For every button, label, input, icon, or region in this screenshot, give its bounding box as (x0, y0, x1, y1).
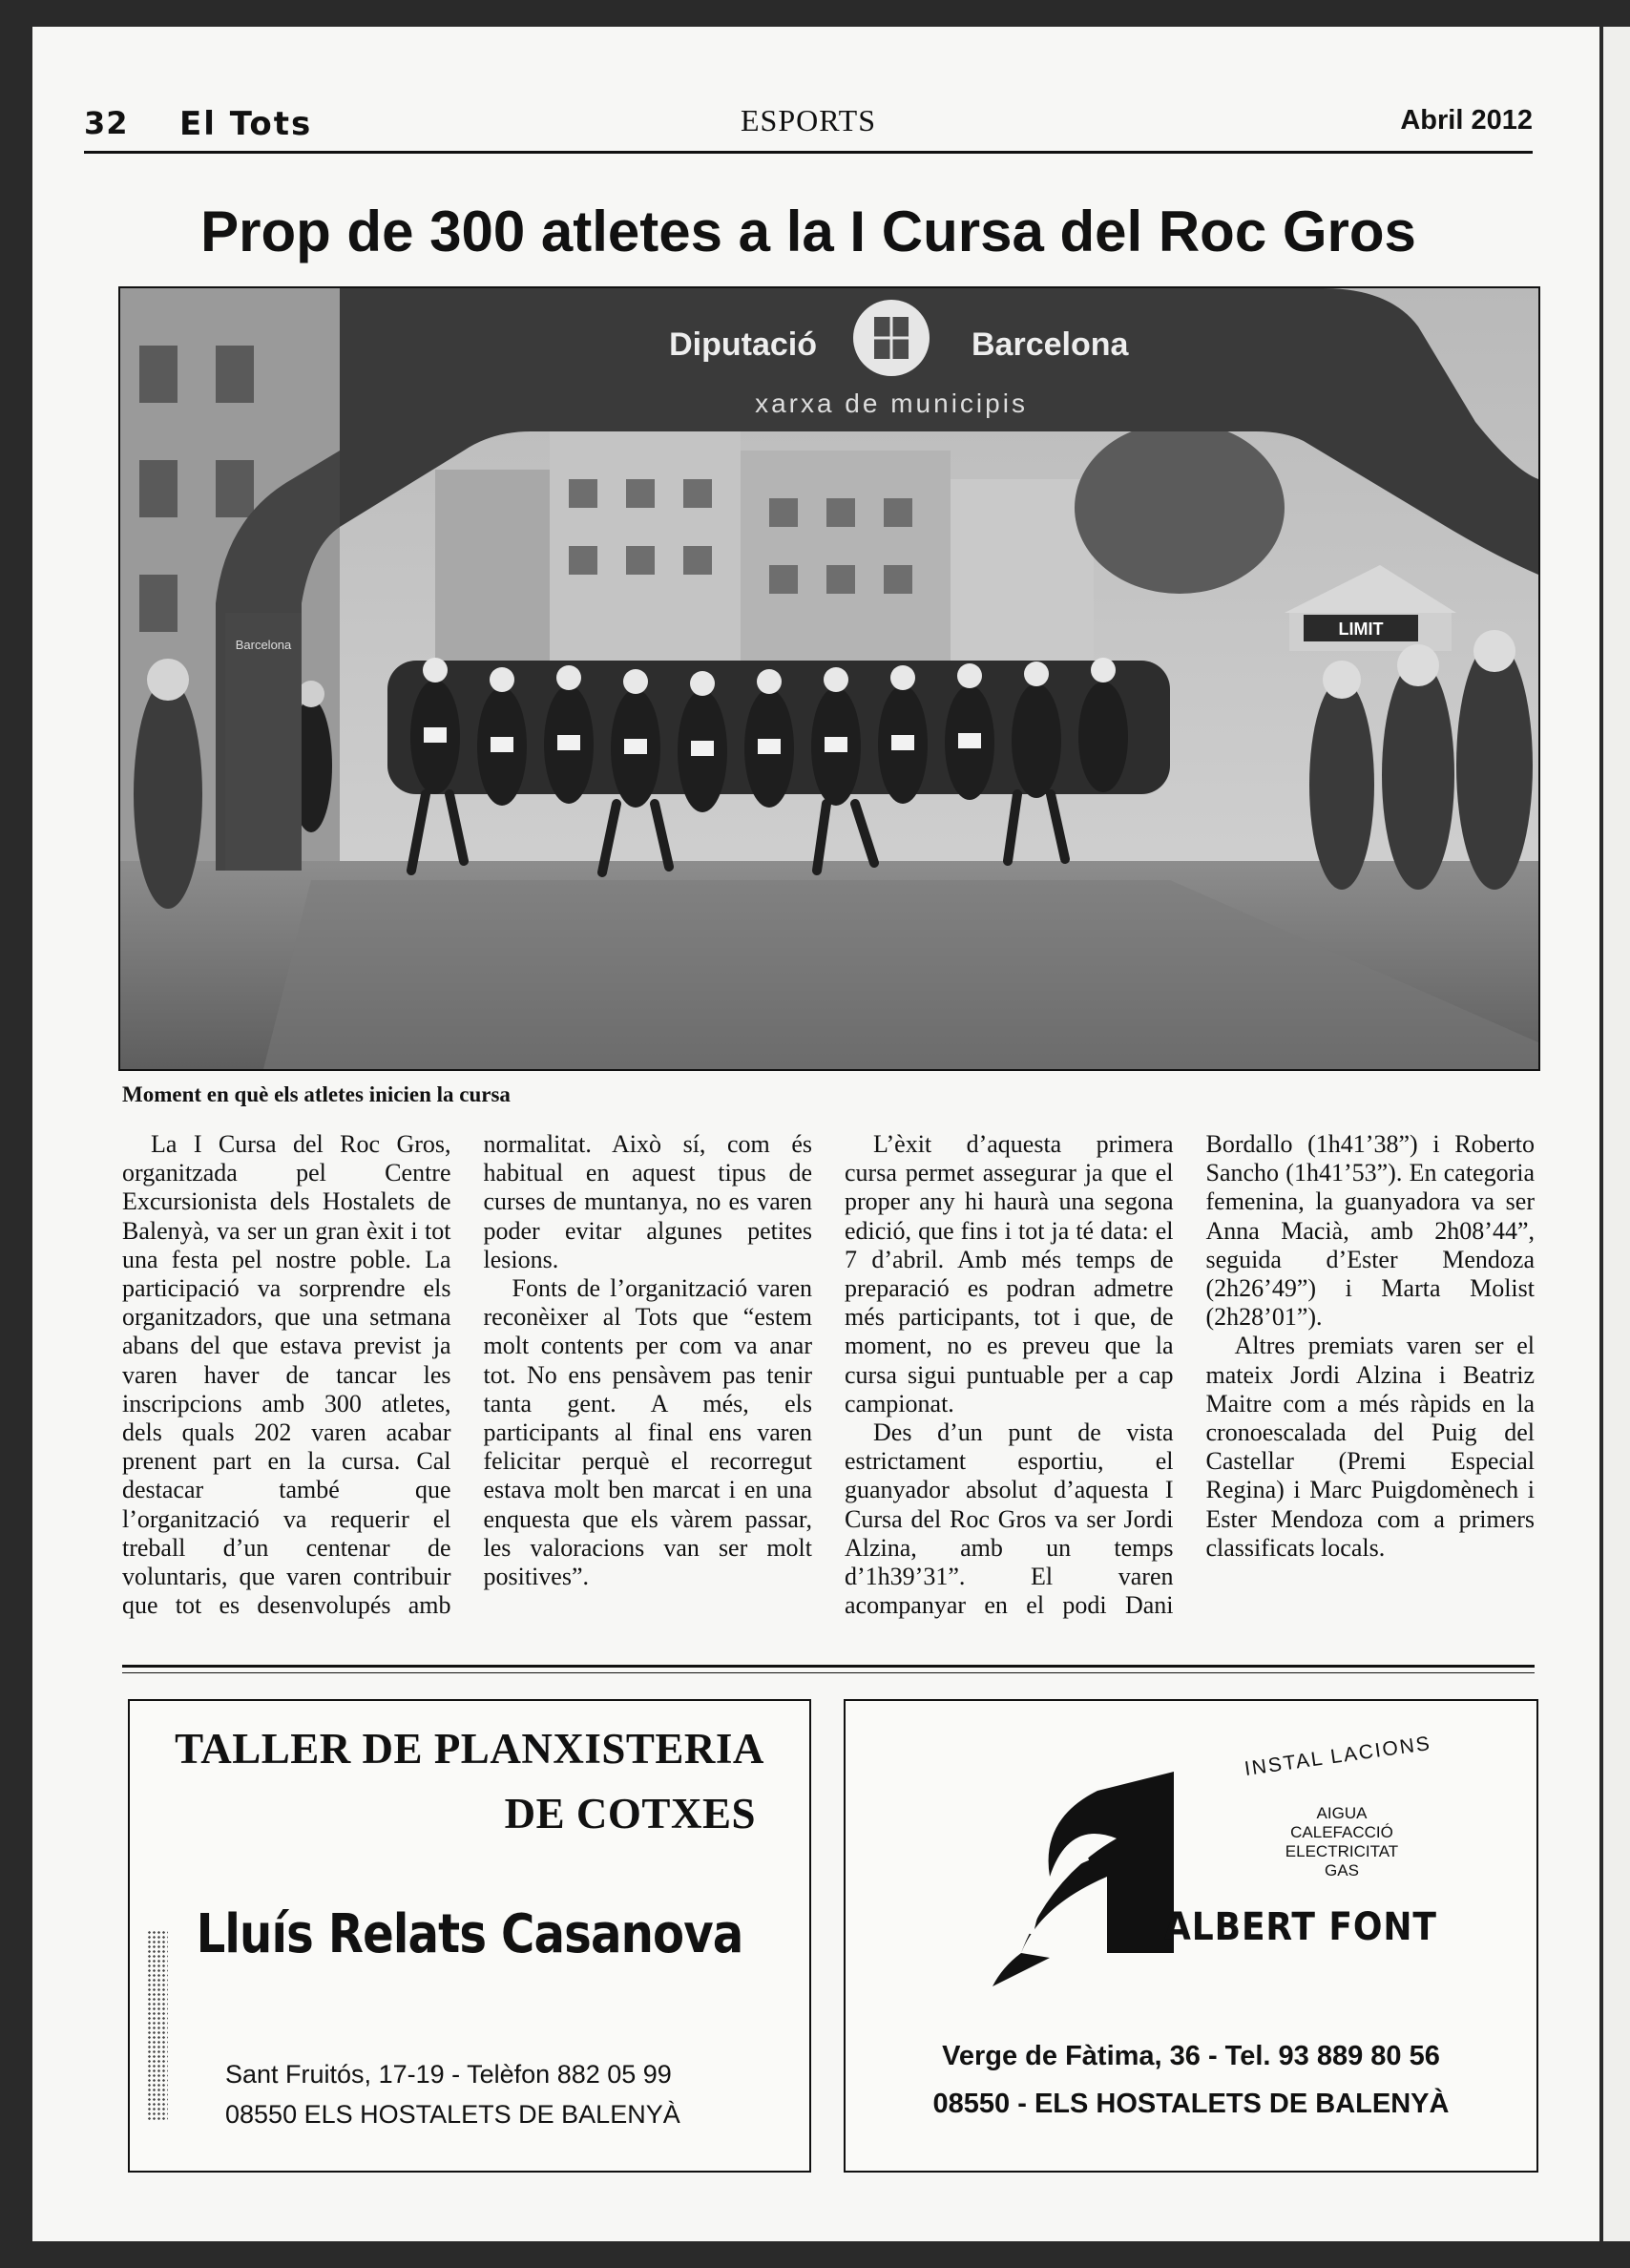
tent-sign: LIMIT (1338, 620, 1384, 639)
section-divider (122, 1665, 1535, 1668)
race-start-photo (118, 286, 1540, 1071)
dot-pattern-decoration (147, 1930, 168, 2121)
publication-name: El Tots (179, 105, 313, 143)
arch-text-right: Barcelona (972, 326, 1129, 363)
article-paragraph-3: L’èxit d’aquesta primera cursa permet assegurar ja que el proper any hi haurà una segona edició, que fins i tot ja té data: el 7 d’abril. Amb més temps de preparació es podran admetre més participants, tot i que, de moment, no es preveu que la cursa sigui puntuable per a cap campionat. (845, 1130, 1174, 1418)
ad-instal-lacions (844, 1699, 1538, 2173)
service-item: CALEFACCIÓ (1290, 1823, 1393, 1841)
albert-font-logo-icon (983, 1762, 1193, 1991)
service-item: GAS (1325, 1861, 1359, 1880)
article-headline: Prop de 300 atletes a la I Cursa del Roc Gros (200, 200, 1416, 263)
article-body (122, 1130, 1535, 1627)
ad-brand-name: ALBERT FONT (1164, 1905, 1437, 1949)
ad-title: TALLER DE PLANXISTERIA (175, 1725, 764, 1773)
arch-text-left: Diputació (669, 326, 817, 363)
page-header (84, 95, 1533, 154)
ad-city: 08550 ELS HOSTALETS DE BALENYÀ (225, 2100, 680, 2129)
service-item: ELECTRICITAT (1285, 1842, 1399, 1860)
ad-business-name: Lluís Relats Casanova (196, 1903, 743, 1965)
ad-address: Sant Fruitós, 17-19 - Telèfon 882 05 99 (225, 2060, 672, 2089)
photo-caption: Moment en què els atletes inicien la cursa (122, 1082, 511, 1106)
issue-date: Abril 2012 (1400, 105, 1533, 136)
services-list (1265, 1804, 1418, 1880)
section-name: ESPORTS (740, 103, 876, 137)
ad-city: 08550 - ELS HOSTALETS DE BALENYÀ (932, 2089, 1450, 2119)
article-paragraph-5: Altres premiats varen ser el mateix Jordi Alzina i Beatriz Maitre com a més ràpids en la cronoescalada del Puig del Castellar (Premi Especial Regina) i Marc Puigdomènech i Ester Mendoza com a primers classificats locals. (1205, 1332, 1535, 1562)
ad-address: Verge de Fàtima, 36 - Tel. 93 889 80 56 (942, 2041, 1440, 2071)
service-item: AIGUA (1316, 1804, 1368, 1822)
article-paragraph-4: Des d’un punt de vista estrictament esportiu, el guanyador absolut d’aquesta I Cursa del Roc Gros va ser Jordi Alzina, amb un temps d’1h39’31”. El varen acompanyar en el podi Dani Bordallo (1h41’38”) i Roberto Sancho (1h41’53”). En categoria femenina, la guanyadora va ser Anna Macià, amb 2h08’44”, seguida d’Ester Mendoza (2h26’49”) i Marta Molist (2h28’01”). (845, 1130, 1535, 1620)
next-page-edge (1603, 27, 1630, 2241)
article-paragraph-1: La I Cursa del Roc Gros, organitzada pel Centre Excursionista dels Hostalets de Balenyà, va ser un gran èxit i tot una festa pel nostre poble. La participació va sorprendre els organitzadors, que una setmana abans del que estava previst ja varen haver de tancar les inscripcions amb 300 atletes, dels quals 202 varen acabar prenent part en la cursa. Cal destacar també que l’organització va requerir el treball d’un centenar de voluntaris, que varen contribuir que tot es desenvolupés amb normalitat. Això sí, com és habitual en aquest tipus de curses de muntanya, no es varen poder evitar algunes petites lesions. (122, 1130, 812, 1620)
arch-subtext: xarxa de municipis (755, 388, 1028, 418)
race-start-illustration (120, 288, 1538, 1069)
arch-pillar-text: Barcelona (235, 638, 292, 652)
section-divider-thin (122, 1672, 1535, 1673)
article-paragraph-2: Fonts de l’organització varen reconèixer al Tots que “estem molt contents per com va anar tot. No ens pensàvem pas tenir tanta gent. A més, els participants al final ens varen felicitar perquè el recorregut estava molt ben marcat i en una enquesta que els vàrem passar, les valoracions van ser molt positives”. (483, 1274, 812, 1591)
instal-label: INSTAL LACIONS (1243, 1732, 1433, 1781)
ad-planxisteria (128, 1699, 811, 2173)
ad-subtitle: DE COTXES (504, 1790, 756, 1838)
page-number: 32 (84, 105, 129, 141)
